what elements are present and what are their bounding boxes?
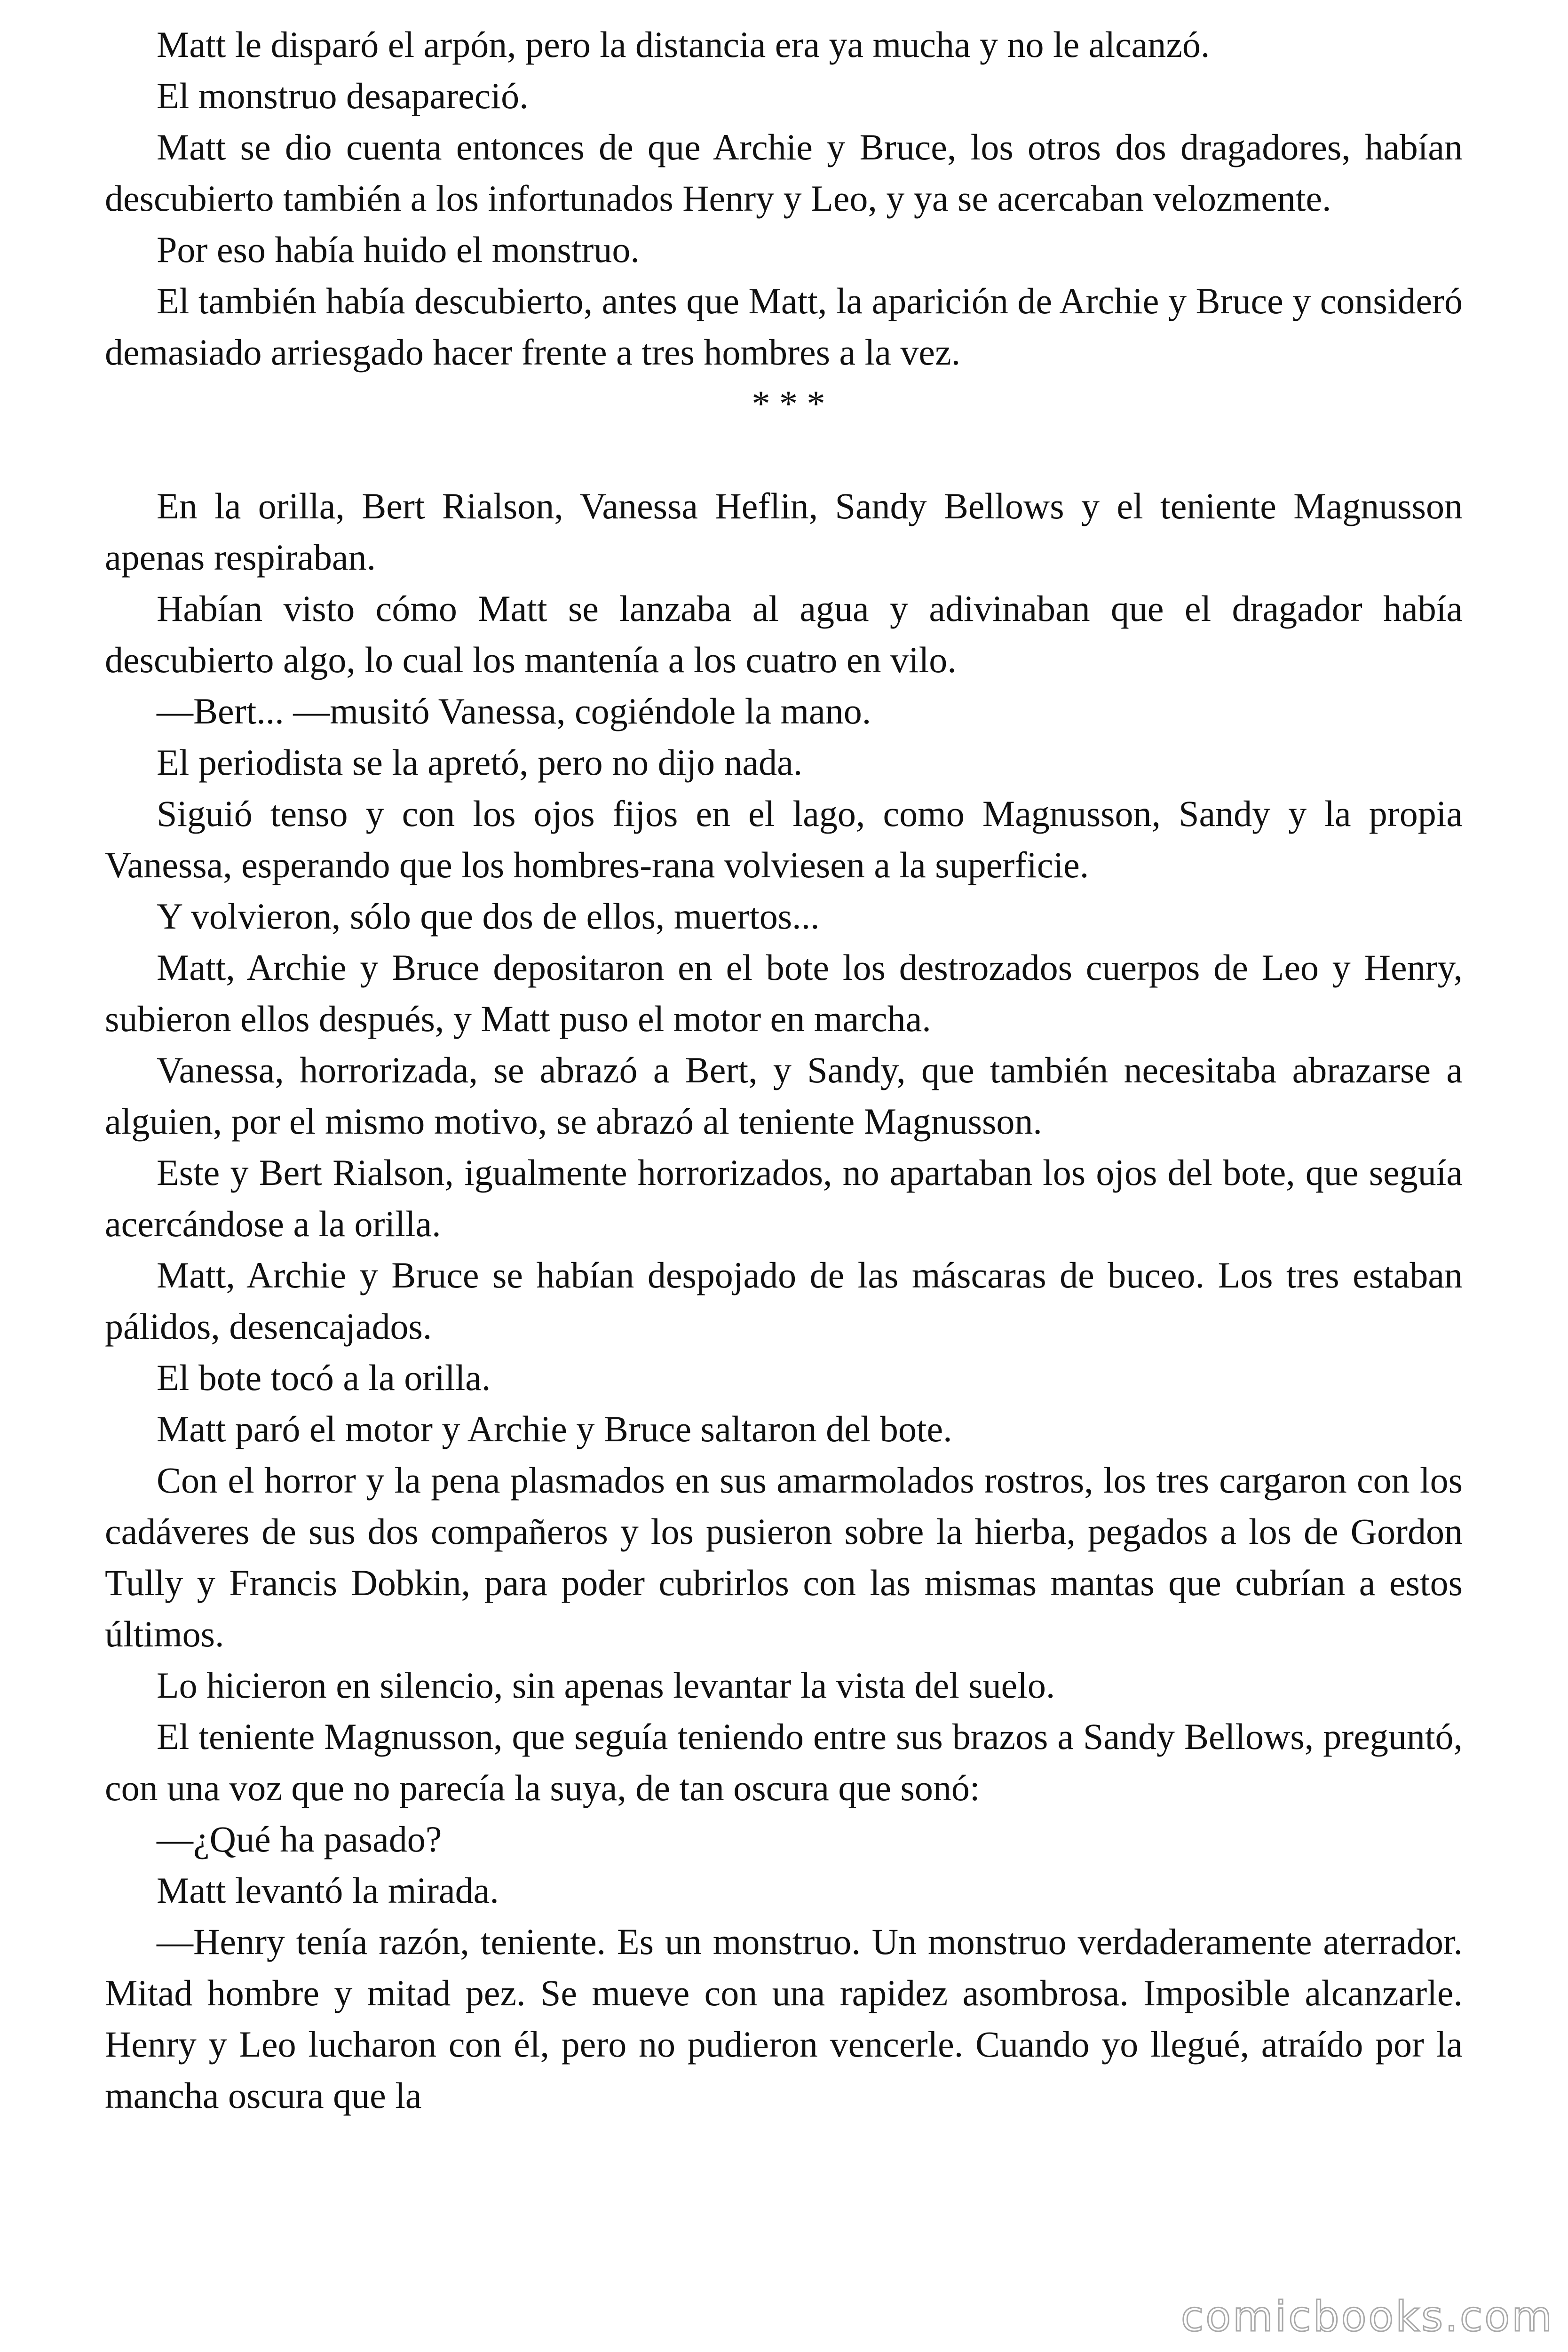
paragraph: —¿Qué ha pasado? (157, 1819, 442, 1859)
paragraph: En la orilla, Bert Rialson, Vanessa Heflin, Sandy Bellows y el teniente Magnusson apenas respiraban. (105, 485, 1463, 578)
paragraph: Matt levantó la mirada. (157, 1870, 499, 1911)
page-body (105, 19, 1463, 2121)
section-bottom (105, 480, 1463, 2121)
section-top (105, 19, 1463, 378)
paragraph: —Bert... —musitó Vanessa, cogiéndole la mano. (157, 691, 871, 731)
paragraph: El monstruo desapareció. (157, 75, 529, 116)
paragraph: Vanessa, horrorizada, se abrazó a Bert, y Sandy, que también necesitaba abrazarse a alguien, por el mismo motivo, se abrazó al teniente Magnusson. (105, 1049, 1463, 1142)
paragraph: El teniente Magnusson, que seguía teniendo entre sus brazos a Sandy Bellows, preguntó, con una voz que no parecía la suya, de tan oscura que sonó: (105, 1716, 1463, 1808)
paragraph: Por eso había huido el monstruo. (157, 229, 640, 270)
watermark: comicbooks.com (1180, 2292, 1554, 2341)
paragraph: Este y Bert Rialson, igualmente horrorizados, no apartaban los ojos del bote, que seguía acercándose a la orilla. (105, 1152, 1463, 1244)
paragraph: El periodista se la apretó, pero no dijo nada. (157, 742, 803, 783)
paragraph: Con el horror y la pena plasmados en sus amarmolados rostros, los tres cargaron con los cadáveres de sus dos compañeros y los pusieron sobre la hierba, pegados a los de Gordon Tully y Francis Dobkin, para poder cubrirlos con las mismas mantas que cubrían a estos últimos. (105, 1460, 1463, 1654)
paragraph: Matt paró el motor y Archie y Bruce saltaron del bote. (157, 1408, 952, 1449)
paragraph: Matt le disparó el arpón, pero la distancia era ya mucha y no le alcanzó. (157, 24, 1210, 65)
paragraph: Habían visto cómo Matt se lanzaba al agua y adivinaban que el dragador había descubierto algo, lo cual los mantenía a los cuatro en vilo. (105, 588, 1463, 680)
paragraph: Matt se dio cuenta entonces de que Archie y Bruce, los otros dos dragadores, habían descubierto también a los infortunados Henry y Leo, y ya se acercaban velozmente. (105, 127, 1463, 219)
section-separator: * * * (752, 383, 825, 424)
paragraph: Siguió tenso y con los ojos fijos en el lago, como Magnusson, Sandy y la propia Vanessa, esperando que los hombres-rana volviesen a la superficie. (105, 793, 1463, 885)
paragraph: Matt, Archie y Bruce se habían despojado de las máscaras de buceo. Los tres estaban pálidos, desencajados. (105, 1255, 1463, 1347)
paragraph: Lo hicieron en silencio, sin apenas levantar la vista del suelo. (157, 1665, 1055, 1706)
paragraph: —Henry tenía razón, teniente. Es un monstruo. Un monstruo verdaderamente aterrador. Mitad hombre y mitad pez. Se mueve con una rapidez asombrosa. Imposible alcanzarle. Henry y Leo lucharon con él, pero no pudieron vencerle. Cuando yo llegué, atraído por la mancha oscura que la (105, 1921, 1463, 2116)
paragraph: El bote tocó a la orilla. (157, 1357, 491, 1398)
paragraph: Matt, Archie y Bruce depositaron en el bote los destrozados cuerpos de Leo y Henry, subieron ellos después, y Matt puso el motor en marcha. (105, 947, 1463, 1039)
paragraph: Y volvieron, sólo que dos de ellos, muertos... (157, 896, 820, 937)
paragraph: El también había descubierto, antes que Matt, la aparición de Archie y Bruce y consideró demasiado arriesgado hacer frente a tres hombres a la vez. (105, 280, 1463, 373)
